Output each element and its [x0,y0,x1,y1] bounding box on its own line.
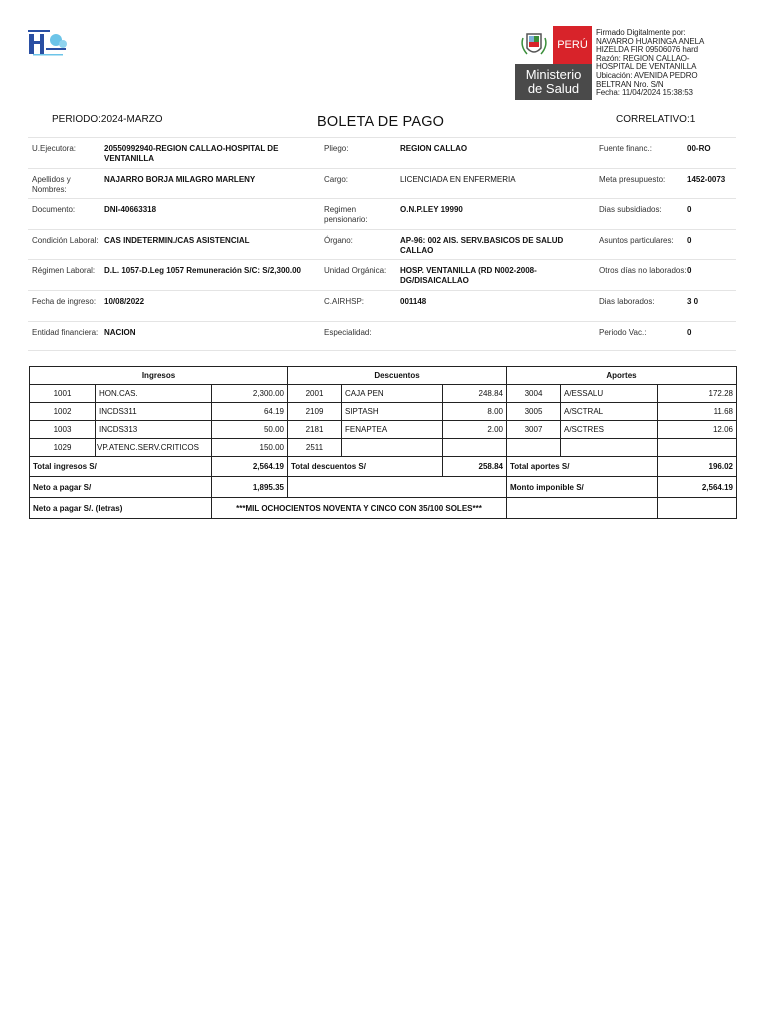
aporte-code [507,439,561,457]
ingreso-code: 1003 [30,421,96,439]
info-label: Otros días no laborados: [599,266,687,276]
ingresos-header: Ingresos [30,367,288,385]
ingreso-name: HON.CAS. [96,385,212,403]
info-label: Dias subsidiados: [599,205,662,215]
table-header-row [30,367,737,385]
correlativo: CORRELATIVO:1 [616,114,696,125]
payment-table [29,366,737,519]
descuento-code: 2511 [288,439,342,457]
hospital-logo [28,30,70,56]
neto-label: Neto a pagar S/ [30,477,212,498]
descuento-value: 8.00 [443,403,507,421]
info-row [28,229,736,260]
aporte-name: A/SCTRES [561,421,658,439]
info-label: Régimen Laboral: [32,266,96,276]
minsa-logo [515,26,592,100]
empty-cell [507,498,658,519]
total-aportes-label: Total aportes S/ [507,457,658,477]
ingreso-code: 1029 [30,439,96,457]
info-label: Apellidos y Nombres: [32,174,71,194]
totals-row [30,457,737,477]
ingreso-code: 1002 [30,403,96,421]
aporte-code: 3004 [507,385,561,403]
info-label: Cargo: [324,174,349,184]
info-row [28,259,736,290]
info-value [400,322,595,351]
info-value: NAJARRO BORJA MILAGRO MARLENY [104,174,256,184]
aporte-name: A/SCTRAL [561,403,658,421]
total-descuentos-label: Total descuentos S/ [288,457,443,477]
info-value: 0 [687,327,692,337]
ingreso-value: 50.00 [212,421,288,439]
info-value: 3 0 [687,296,699,306]
info-value: 0 [687,235,692,245]
letras-row [30,498,737,519]
monto-imponible-value: 2,564.19 [658,477,737,498]
info-label: Asuntos particulares: [599,235,674,245]
info-label: Dias laborados: [599,296,655,306]
info-label: Pliego: [324,144,349,153]
info-label: Órgano: [324,235,353,245]
total-ingresos-value: 2,564.19 [212,457,288,477]
digital-signature: Firmado Digitalmente por: NAVARRO HUARINGA ANELA HIZELDA FIR 09506076 hard Razón: REGION CALLAO- HOSPITAL DE VENTANILLA Ubicación: AVENIDA PEDRO BELTRAN Nro. S/N Fecha: 11/04/2024 15:38:53 [596,28,705,98]
info-value: 10/08/2022 [104,296,145,306]
info-value: 1452-0073 [687,174,726,184]
table-row [30,439,737,457]
info-row [28,137,736,168]
info-value: 0 [687,205,692,215]
aporte-name [561,439,658,457]
neto-value: 1,895.35 [212,477,288,498]
neto-letras-value: ***MIL OCHOCIENTOS NOVENTA Y CINCO CON 35/100 SOLES*** [212,498,507,519]
aporte-code: 3005 [507,403,561,421]
info-value: REGION CALLAO [400,144,468,153]
info-label: Regimen pensionario: [324,205,368,225]
info-row [28,198,736,229]
peru-label: PERÚ [553,26,592,64]
info-label: U.Ejecutora: [32,144,77,153]
info-label: Condición Laboral: [32,235,99,245]
info-value: AP-96: 002 AIS. SERV.BASICOS DE SALUD CALLAO [400,235,564,255]
empty-cell [288,477,507,498]
total-aportes-value: 196.02 [658,457,737,477]
ingreso-value: 2,300.00 [212,385,288,403]
info-label: Fuente financ.: [599,144,652,153]
info-value: NACION [104,327,136,337]
info-label: Meta presupuesto: [599,174,666,184]
descuento-code: 2109 [288,403,342,421]
aporte-value [658,439,737,457]
ministerio-label: Ministerio de Salud [515,64,592,100]
info-label: Documento: [32,205,76,215]
aporte-value: 172.28 [658,385,737,403]
descuento-name [342,439,443,457]
employee-info [28,137,736,351]
ingreso-name: VP.ATENC.SERV.CRITICOS [96,439,212,457]
info-value: HOSP. VENTANILLA (RD N002-2008-DG/DISAICALLAO [400,266,537,286]
total-ingresos-label: Total ingresos S/ [30,457,212,477]
page-title: BOLETA DE PAGO [317,114,445,130]
info-value: 00-RO [687,144,711,153]
info-label: Entidad financiera: [32,327,99,337]
ingreso-name: INCDS313 [96,421,212,439]
info-value: O.N.P.LEY 19990 [400,205,463,215]
monto-imponible-label: Monto imponible S/ [507,477,658,498]
aporte-code: 3007 [507,421,561,439]
empty-cell [658,498,737,519]
periodo: PERIODO:2024-MARZO [52,114,163,125]
neto-letras-label: Neto a pagar S/. (letras) [30,498,212,519]
info-row [28,321,736,352]
descuento-name: CAJA PEN [342,385,443,403]
descuento-name: FENAPTEA [342,421,443,439]
info-label: C.AIRHSP: [324,296,365,306]
info-value: CAS INDETERMIN./CAS ASISTENCIAL [104,235,250,245]
descuentos-header: Descuentos [288,367,507,385]
descuento-code: 2001 [288,385,342,403]
descuento-name: SIPTASH [342,403,443,421]
table-row [30,421,737,439]
info-label: Especialidad: [324,327,372,337]
info-value: 001148 [400,296,427,306]
descuento-code: 2181 [288,421,342,439]
descuento-value [443,439,507,457]
info-row [28,290,736,321]
ingreso-value: 150.00 [212,439,288,457]
descuento-value: 2.00 [443,421,507,439]
info-label: Periodo Vac.: [599,327,647,337]
aporte-value: 12.06 [658,421,737,439]
peru-shield-icon [515,26,553,64]
info-label: Fecha de ingreso: [32,296,97,306]
table-row [30,403,737,421]
ingreso-code: 1001 [30,385,96,403]
info-value: D.L. 1057-D.Leg 1057 Remuneración S/C: S/2,300.00 [104,266,301,276]
info-row [28,168,736,199]
ingreso-name: INCDS311 [96,403,212,421]
aporte-value: 11.68 [658,403,737,421]
ingreso-value: 64.19 [212,403,288,421]
aportes-header: Aportes [507,367,737,385]
neto-row [30,477,737,498]
descuento-value: 248.84 [443,385,507,403]
table-row [30,385,737,403]
info-label: Unidad Orgánica: [324,266,387,276]
info-value: 0 [687,266,692,276]
total-descuentos-value: 258.84 [443,457,507,477]
info-value: DNI-40663318 [104,205,157,215]
info-value: LICENCIADA EN ENFERMERIA [400,174,516,184]
aporte-name: A/ESSALU [561,385,658,403]
info-value: 20550992940-REGION CALLAO-HOSPITAL DE VENTANILLA [104,144,279,163]
